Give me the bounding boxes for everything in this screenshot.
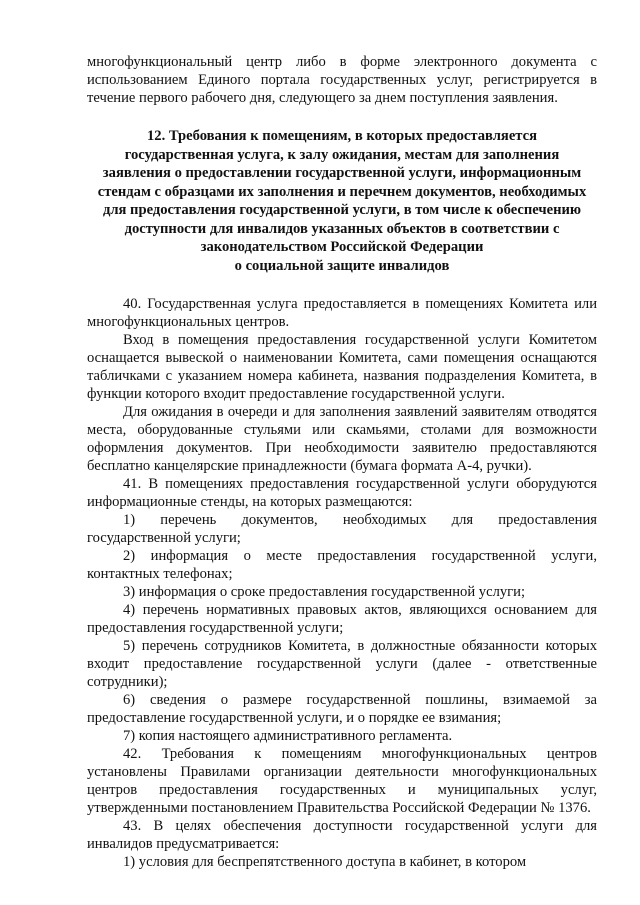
paragraph: Для ожидания в очереди и для заполнения заявлений заявителям отводятся места, оборудованные стульями или скамьями, столами для возможности оформления документов. При необходимости заявителю предоставляются бесплатно канцелярские принадлежности (бумага формата А-4, ручки). (87, 404, 597, 474)
list-item: 4) перечень нормативных правовых актов, являющихся основанием для предоставления государственной услуги; (87, 602, 597, 636)
list-item: 7) копия настоящего административного регламента. (123, 728, 453, 744)
paragraph: Вход в помещения предоставления государственной услуги Комитетом оснащается вывеской о наименовании Комитета, сами помещения оснащаются табличками с указанием номера кабинета, названия подразделения Комитета, в функции которого входит предоставление государственной услуги. (87, 332, 597, 402)
paragraph-43: 43. В целях обеспечения доступности государственной услуги для инвалидов предусматривается: (87, 818, 597, 852)
intro-paragraph: многофункциональный центр либо в форме электронного документа с использованием Единого портала государственных услуг, регистрируется в течение первого рабочего дня, следующего за днем поступления заявления. (87, 54, 597, 106)
heading-line: 12. Требования к помещениям, в которых предоставляется (146, 128, 538, 144)
list-item: 5) перечень сотрудников Комитета, в должностные обязанности которых входит предоставление государственной услуги (далее - ответственные сотрудники); (87, 638, 597, 690)
paragraph-41: 41. В помещениях предоставления государственной услуги оборудуются информационные стенды, на которых размещаются: (87, 476, 597, 510)
heading-line: стендам с образцами их заполнения и перечнем документов, необходимых (97, 183, 587, 200)
heading-line: для предоставления государственной услуги, в том числе к обеспечению (102, 202, 582, 218)
list-item: 6) сведения о размере государственной пошлины, взимаемой за предоставление государственной услуги, и о порядке ее взимания; (87, 692, 597, 726)
body-text (87, 295, 597, 871)
list-item: 3) информация о сроке предоставления государственной услуги; (123, 584, 526, 600)
paragraph-40: 40. Государственная услуга предоставляется в помещениях Комитета или многофункциональных центров. (87, 296, 597, 330)
heading-line: заявления о предоставлении государственной услуги, информационным (102, 165, 582, 181)
heading-line: государственная услуга, к залу ожидания, местам для заполнения (124, 146, 560, 163)
document-page (87, 53, 597, 871)
list-item: 1) перечень документов, необходимых для предоставления государственной услуги; (87, 512, 597, 546)
heading-line: доступности для инвалидов указанных объектов в соответствии с (124, 220, 560, 237)
list-item: 2) информация о месте предоставления государственной услуги, контактных телефонах; (87, 548, 597, 582)
paragraph-42: 42. Требования к помещениям многофункциональных центров установлены Правилами организации деятельности многофункциональных центров предоставления государственных и муниципальных услуг, утвержденными постановлением Правительства Российской Федерации № 1376. (87, 746, 597, 816)
heading-line: законодательством Российской Федерации (200, 239, 484, 255)
heading-line: о социальной защите инвалидов (234, 257, 450, 274)
list-item: 1) условия для беспрепятственного доступа в кабинет, в котором (123, 854, 527, 870)
section-heading (87, 127, 597, 275)
